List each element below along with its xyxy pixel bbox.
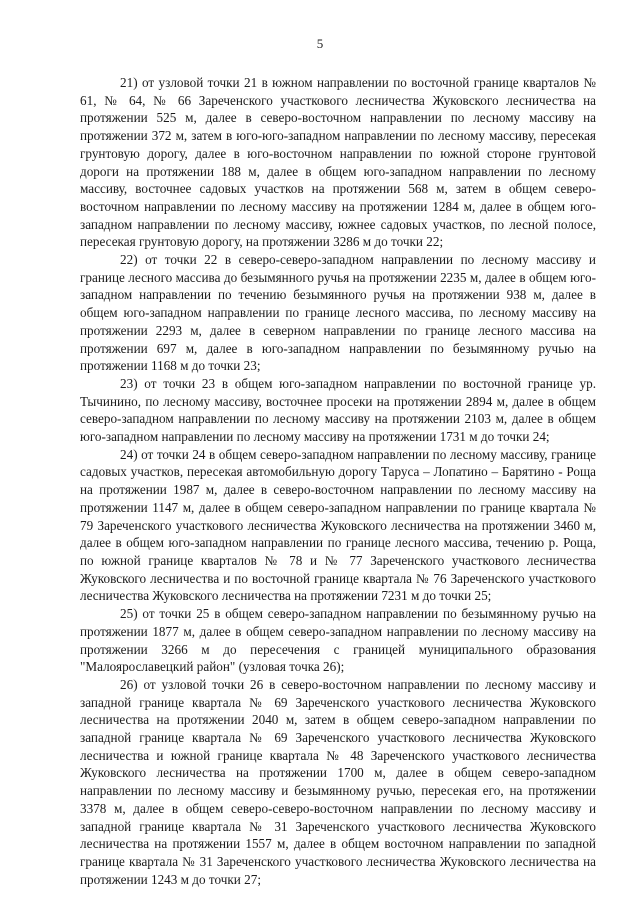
page-number: 5 [316, 36, 324, 51]
paragraph-21: 21) от узловой точки 21 в южном направлении по восточной границе кварталов № 61, № 64, № 66 Зареченского участкового лесничества Жуковского лесничества на протяжении 525 м, далее в северо-восточном направлении по лесному массиву на протяжении 372 м, затем в юго-юго-западном направлении по лесному массиву, пересекая грунтовую дорогу, далее в юго-восточном направлении по южной стороне грунтовой дороги на протяжении 188 м, далее в общем юго-западном направлении по лесному массиву, восточнее садовых участков на протяжении 568 м, затем в общем северо-восточном направлении по лесному массиву на протяжении 1284 м, далее в общем юго-западном направлении по лесному массиву, южнее садовых участков, по лесной полосе, пересекая грунтовую дорогу, на протяжении 3286 м до точки 22; [80, 75, 596, 250]
paragraph-22: 22) от точки 22 в северо-северо-западном направлении по лесному массиву и границе лесного массива до безымянного ручья на протяжении 2235 м, далее в общем юго-западном направлении по течению безымянного ручья на протяжении 938 м, далее в общем юго-западном направлении по границе лесного массива, по лесному массиву на протяжении 2293 м, далее в северном направлении по границе лесного массива на протяжении 697 м, далее в юго-западном направлении по безымянному ручью на протяжении 1168 м до точки 23; [80, 252, 596, 374]
paragraph-25: 25) от точки 25 в общем северо-западном направлении по безымянному ручью на протяжении 1877 м, далее в общем северо-западном направлении по лесному массиву на протяжении 3266 м до пересечения с границей муниципального образования "Малоярославецкий район" (узловая точка 26); [80, 606, 596, 675]
paragraph-23: 23) от точки 23 в общем юго-западном направлении по восточной границе ур. Тычинино, по лесному массиву, восточнее просеки на протяжении 2894 м, далее в общем северо-западном направлении по лесному массиву на протяжении 2103 м, далее в общем юго-западном направлении по лесному массиву на протяжении 1731 м до точки 24; [80, 375, 596, 445]
paragraph-24: 24) от точки 24 в общем северо-западном направлении по лесному массиву, границе садовых участков, пересекая автомобильную дорогу Таруса – Лопатино – Барятино - Роща на протяжении 1987 м, далее в северо-восточном направлении по лесному массиву на протяжении 1147 м, далее в общем северо-западном направлении по границе квартала № 79 Зареченского участкового лесничества Жуковского лесничества на протяжении 3460 м, далее в общем юго-западном направлении по границе лесного массива, течению р. Роща, по южной границе кварталов № 78 и № 77 Зареченского участкового лесничества Жуковского лесничества и по восточной границе квартала № 76 Зареченского участкового лесничества Жуковского лесничества на протяжении 7231 м до точки 25; [80, 446, 596, 604]
document-body [80, 74, 596, 888]
paragraph-26: 26) от узловой точки 26 в северо-восточном направлении по лесному массиву и западной границе квартала № 69 Зареченского участкового лесничества Жуковского лесничества на протяжении 2040 м, затем в общем северо-западном направлении по западной границе квартала № 69 Зареченского участкового лесничества Жуковского лесничества и южной границе квартала № 48 Зареченского участкового лесничества Жуковского лесничества на протяжении 1700 м, далее в общем северо-западном направлении по лесному массиву и безымянному ручью, пересекая его, на протяжении 3378 м, далее в общем северо-северо-восточном направлении по лесному массиву и западной границе квартала № 31 Зареченского участкового лесничества Жуковского лесничества на протяжении 1557 м, далее в общем восточном направлении по западной границе квартала № 31 Зареченского участкового лесничества Жуковского лесничества на протяжении 1243 м до точки 27; [80, 676, 596, 887]
